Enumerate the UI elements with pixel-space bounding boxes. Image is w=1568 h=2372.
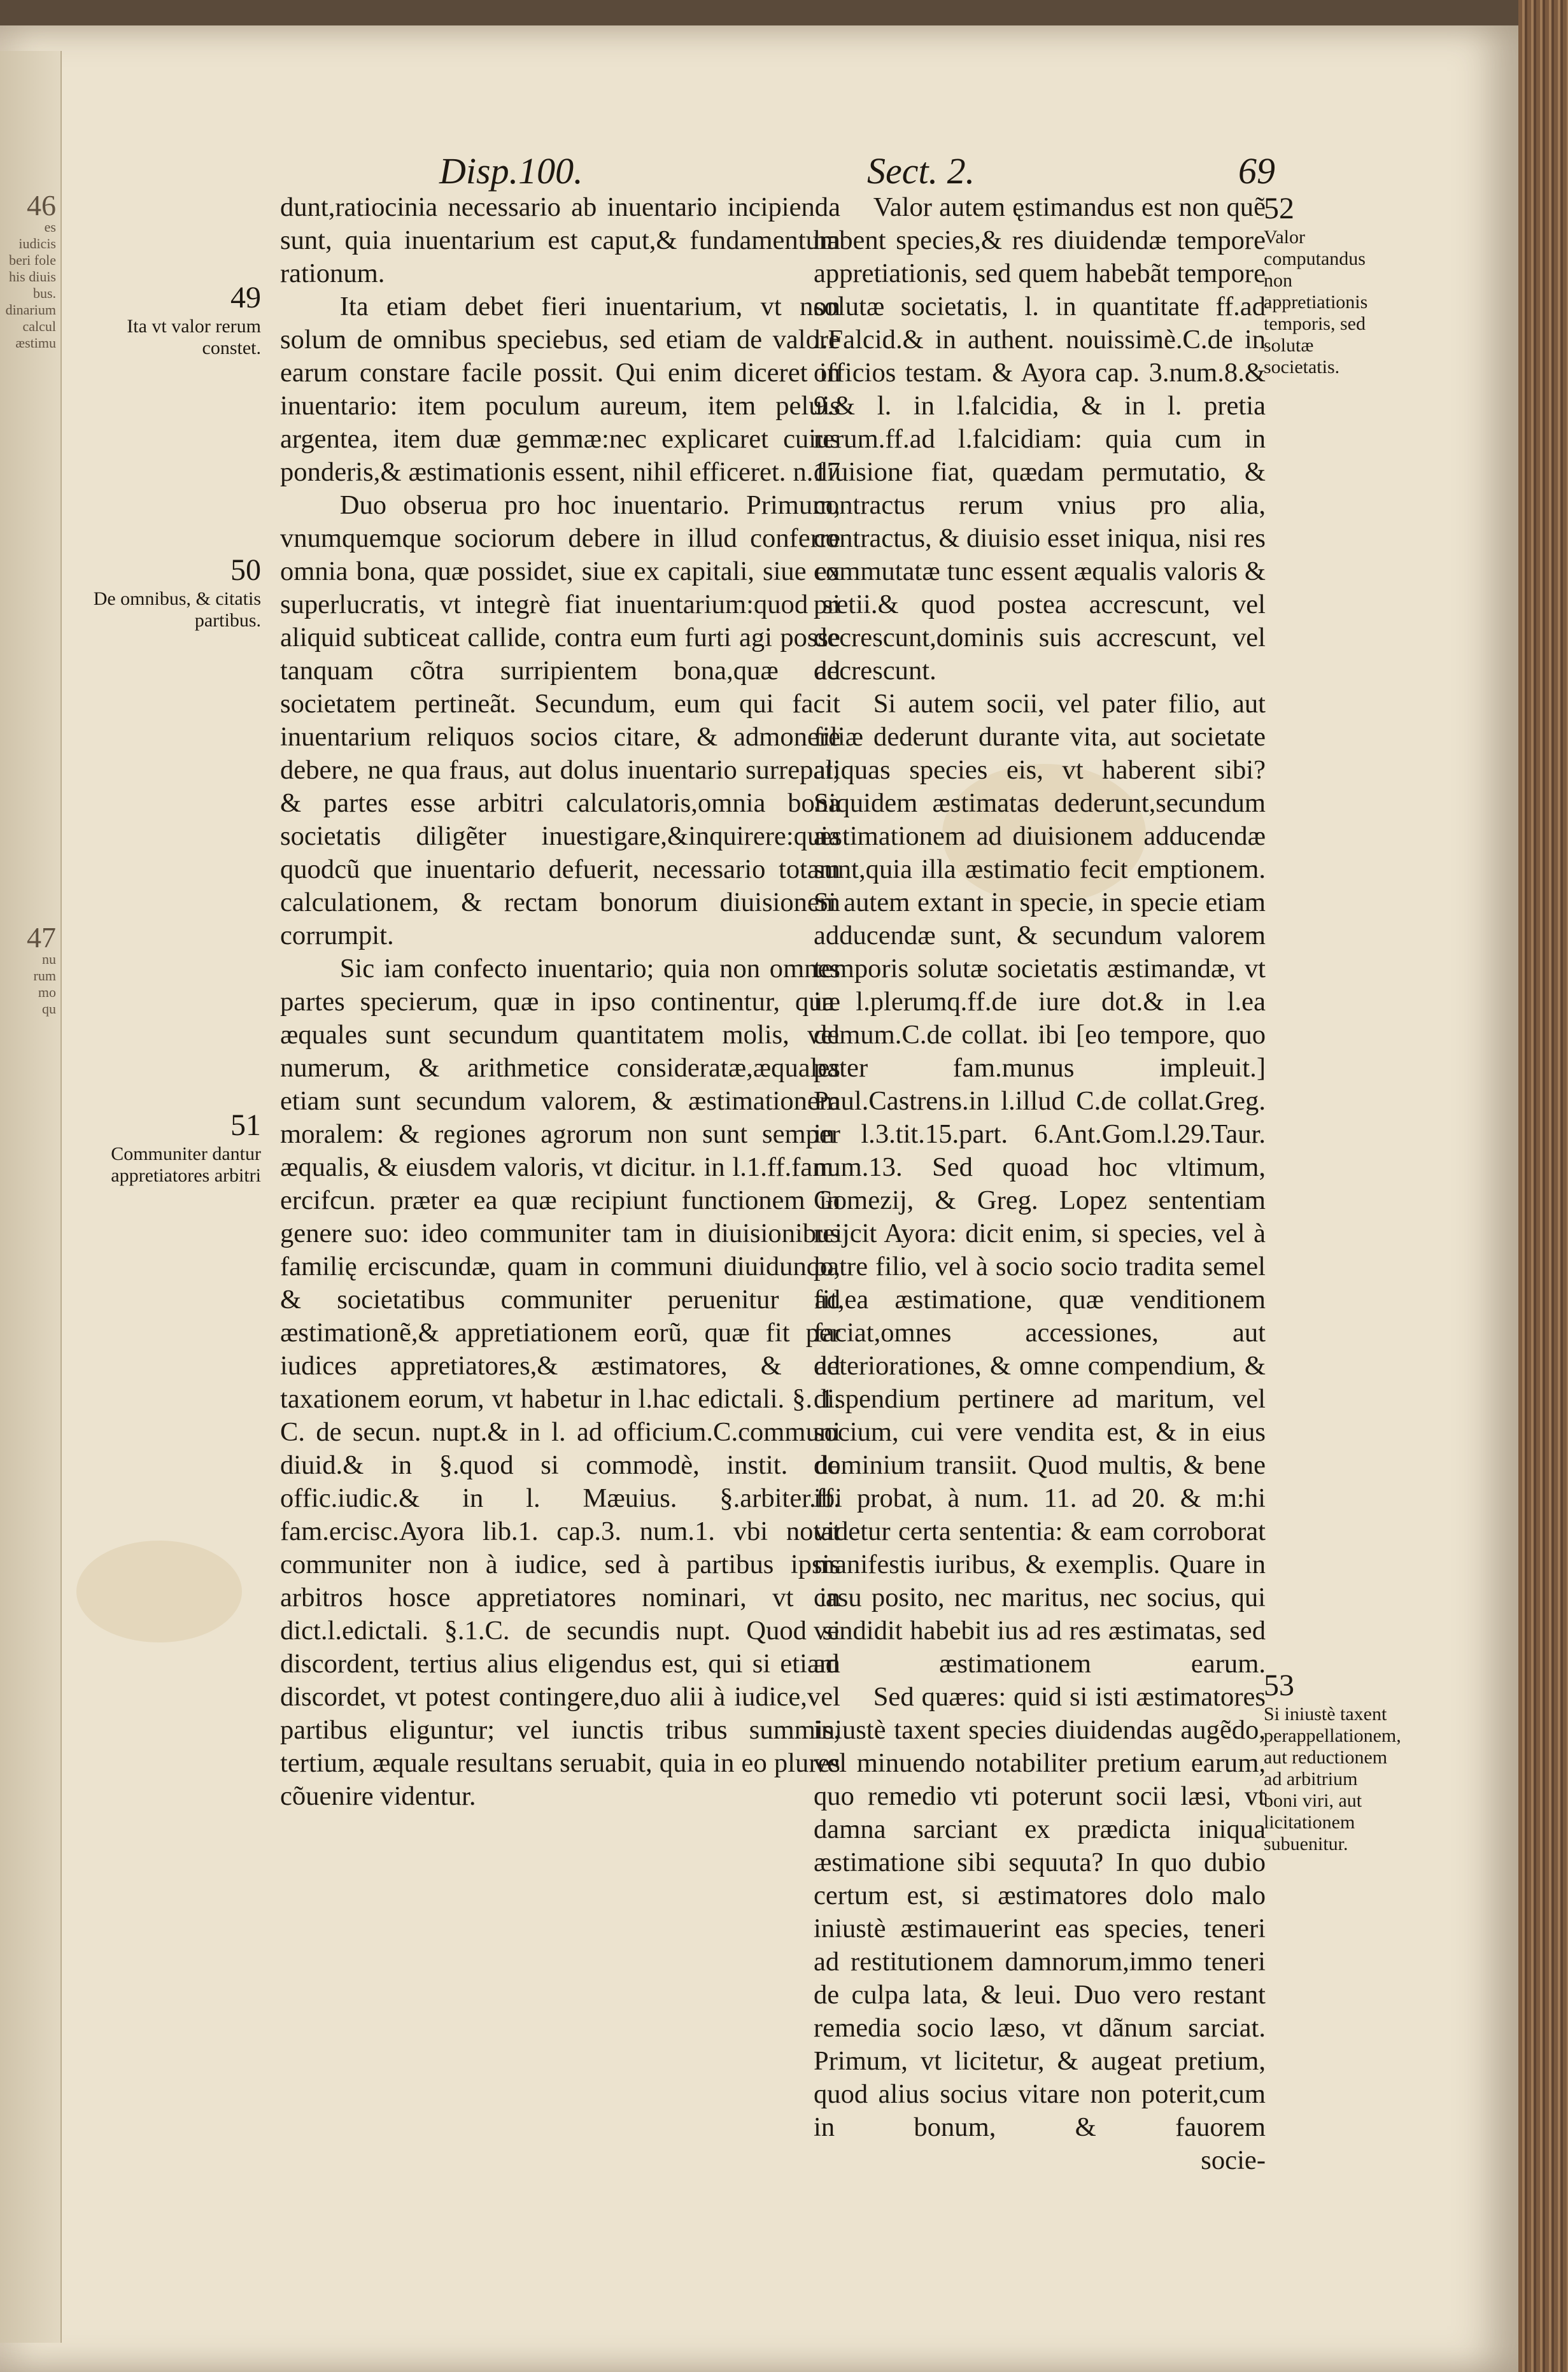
book-fore-edge (1518, 0, 1568, 2372)
paragraph: Duo obserua pro hoc inuentario. Primum, vnumquemque sociorum debere in illud conferre omnia bona, quæ possidet, siue ex capitali, siue ex superlucratis, vt integrè fiat inuentarium:quod si aliquid subticeat callide, contra eum furti agi posse tanquam cõtra surripientem bona,quæ ad societatem pertineãt. Secundum, eum qui facit inuentarium reliquos socios citare, & admonere debere, ne qua fraus, aut dolus inuentario surrepat; & partes esse arbitri calculatoris,omnia bona societatis diligẽter inuestigare,&inquirere:quia quodcũ que inuentario defuerit, necessario totam calculationem, & rectam bonorum diuisionem corrumpit. (280, 490, 840, 950)
gutter-line: rum (33, 968, 56, 984)
margin-note-number: 50 (230, 553, 261, 587)
paragraph: Sic iam confecto inuentario; quia non omnes partes specierum, quæ in ipso continentur, quæ æquales sunt secundum quantitatem molis, vel numerum, & arithmetice consideratæ,æquales etiam sunt secundum valorem, & æstimationem moralem: & regiones agrorum non sunt semper æqualis, & eiusdem valoris, vt dicitur. in l.1.ff.fam. ercifcun. præter ea quæ recipiunt functionem in genere suo: ideo communiter tam in diuisionibus familię erciscundæ, quam in communi diuidundo, & societatibus communiter peruenitur ad æstimationẽ,& appretiationem eorũ, quæ fit per iudices appretiatores,& æstimatores, & ad taxationem eorum, vt habetur in l.hac edictali. §. 1. C. de secun. nupt.& in l. ad officium.C.communi diuid.& in §.quod si commodè, instit. de offic.iudic.& in l. Mæuius. §.arbiter.ff. fam.ercisc.Ayora lib.1. cap.3. num.1. vbi notat communiter non à iudice, sed à partibus ipsis arbitros hosce appretiatores nominari, vt in dict.l.edictali. §.1.C. de secundis nupt. Quod si discordent, tertius alius eligendus est, qui si etiam discordet, vt potest contingere,duo alii à iudice,vel partibus eliguntur; vel iunctis tribus summis, tertium, æquale resultans seruabit, quia in eo plures cõuenire videntur. (280, 954, 840, 1811)
margin-note-number: 53 (1264, 1669, 1294, 1702)
margin-note-number: 51 (230, 1108, 261, 1142)
gutter-line: qu (42, 1001, 56, 1017)
margin-note-text: Ita vt valor rerum constet. (127, 316, 261, 358)
paragraph: Valor autem ęstimandus est non quẽ habent species,& res diuidendæ tempore appretiationis, sed quem habebãt tempore solutæ societatis, l. in quantitate ff.ad l.Falcid.& in authent. nouissimè.C.de in officios testam. & Ayora cap. 3.num.8.& 9.& l. in l.falcidia, & in l. pretia rerum.ff.ad l.falcidiam: quia cum in diuisione fiat, quædam permutatio, & contractus rerum vnius pro alia, contractus, & diuisio esset iniqua, nisi res commutatæ tunc essent æqualis valoris & pretii.& quod postea accrescunt, vel decrescunt,dominis suis accrescunt, vel decrescunt. (814, 192, 1266, 686)
margin-note-text: Si iniustè taxent perappellationem, aut reductionem ad arbitrium boni viri, aut licitationem subuenitur. (1264, 1704, 1401, 1854)
gutter-number: 47 (27, 921, 56, 954)
margin-note-text: Communiter dantur appretiatores arbitri (111, 1143, 261, 1186)
gutter-line: dinarium (5, 302, 56, 318)
gutter-number: 46 (27, 189, 56, 222)
right-text-column (814, 191, 1266, 2177)
margin-note-50 (89, 553, 261, 632)
header-disputation: Disp.100. (439, 150, 583, 192)
paragraph: Si autem socii, vel pater filio, aut filiæ dederunt durante vita, aut societate aliquas species eis, vt haberent sibi? Siquidem æstimatas dederunt,secundum æstimationem ad diuisionem adducendæ sunt,quia illa æstimatio fecit emptionem. Si autem extant in specie, in specie etiam adducendæ sunt, & secundum valorem temporis solutæ societatis æstimandæ, vt in l.plerumq.ff.de iure dot.& in l.ea demum.C.de collat. ibi [eo tempore, quo pater fam.munus impleuit.] Paul.Castrens.in l.illud C.de collat.Greg. in l.3.tit.15.part. 6.Ant.Gom.l.29.Taur. num.13. Sed quoad hoc vltimum, Gomezij, & Greg. Lopez sententiam reijcit Ayora: dicit enim, si species, vel à patre filio, vel à socio socio tradita semel fit,ea æstimatione, quæ venditionem faciat,omnes accessiones, aut deteriorationes, & omne compendium, & dispendium pertinere ad maritum, vel socium, cui vere vendita est, & in eius dominium transiit. Quod multis, & bene ibi probat, à num. 11. ad 20. & m:hi videtur certa sententia: & eam corroborat manifestis iuribus, & exemplis. Quare in casu posito, nec maritus, nec socius, qui vendidit habebit ius ad res æstimatas, sed ad æstimationem earum. (814, 689, 1266, 1679)
paragraph: Sed quæres: quid si isti æstimatores iniustè taxent species diuidendas augẽdo, vel minuendo notabiliter pretium earum, quo remedio vti poterunt socii læsi, vt damna sarciant ex prædicta iniqua æstimatione sibi sequuta? In quo dubio certum est, si æstimatores dolo malo iniustè æstimauerint eas species, teneri ad restitutionem damnorum,immo teneri de culpa lata, & leui. Duo vero restant remedia socio læso, vt dãnum sarciat. Primum, vt licitetur, & augeat pretium, quod alius socius vitare non poterit,cum in bonum, & fauorem (814, 1682, 1266, 2142)
gutter-line: mo (38, 984, 56, 1000)
margin-note-number: 52 (1264, 192, 1294, 225)
margin-note-text: De omnibus, & citatis partibus. (93, 588, 261, 631)
gutter-line: calcul (22, 318, 56, 334)
gutter-fragment-top (5, 189, 56, 351)
paragraph: dunt,ratiocinia necessario ab inuentario incipienda sunt, quia inuentarium est caput,& fundamentum rationum. (280, 192, 840, 288)
page-number: 69 (1238, 150, 1275, 192)
previous-page-edge (0, 51, 62, 2343)
page-stain (76, 1541, 242, 1642)
margin-note-number: 49 (230, 281, 261, 314)
gutter-line: his diuis (9, 269, 56, 285)
paragraph: Ita etiam debet fieri inuentarium, vt non solum de omnibus speciebus, sed etiam de valore earum constare facile possit. Qui enim diceret in inuentario: item poculum aureum, item peluis argentea, item duæ gemmæ:nec explicaret cuius ponderis,& æstimationis essent, nihil efficeret. n.17 (280, 292, 840, 487)
gutter-line: es iudicis (18, 219, 56, 251)
margin-note-51 (89, 1108, 261, 1187)
gutter-line: æstimu (15, 335, 56, 351)
margin-note-text: Valor computandus non appretiationis temporis, sed solutæ societatis. (1264, 227, 1368, 378)
header-section: Sect. 2. (867, 150, 975, 192)
gutter-line: nu (42, 951, 56, 967)
margin-note-52 (1264, 191, 1391, 378)
gutter-line: bus. (32, 285, 56, 301)
gutter-line: beri fole (9, 252, 56, 268)
gutter-fragment-mid (5, 921, 56, 1017)
margin-note-49 (89, 280, 261, 359)
left-text-column (280, 191, 840, 1813)
margin-note-53 (1264, 1668, 1401, 1855)
catchword: socie- (1201, 2145, 1266, 2175)
